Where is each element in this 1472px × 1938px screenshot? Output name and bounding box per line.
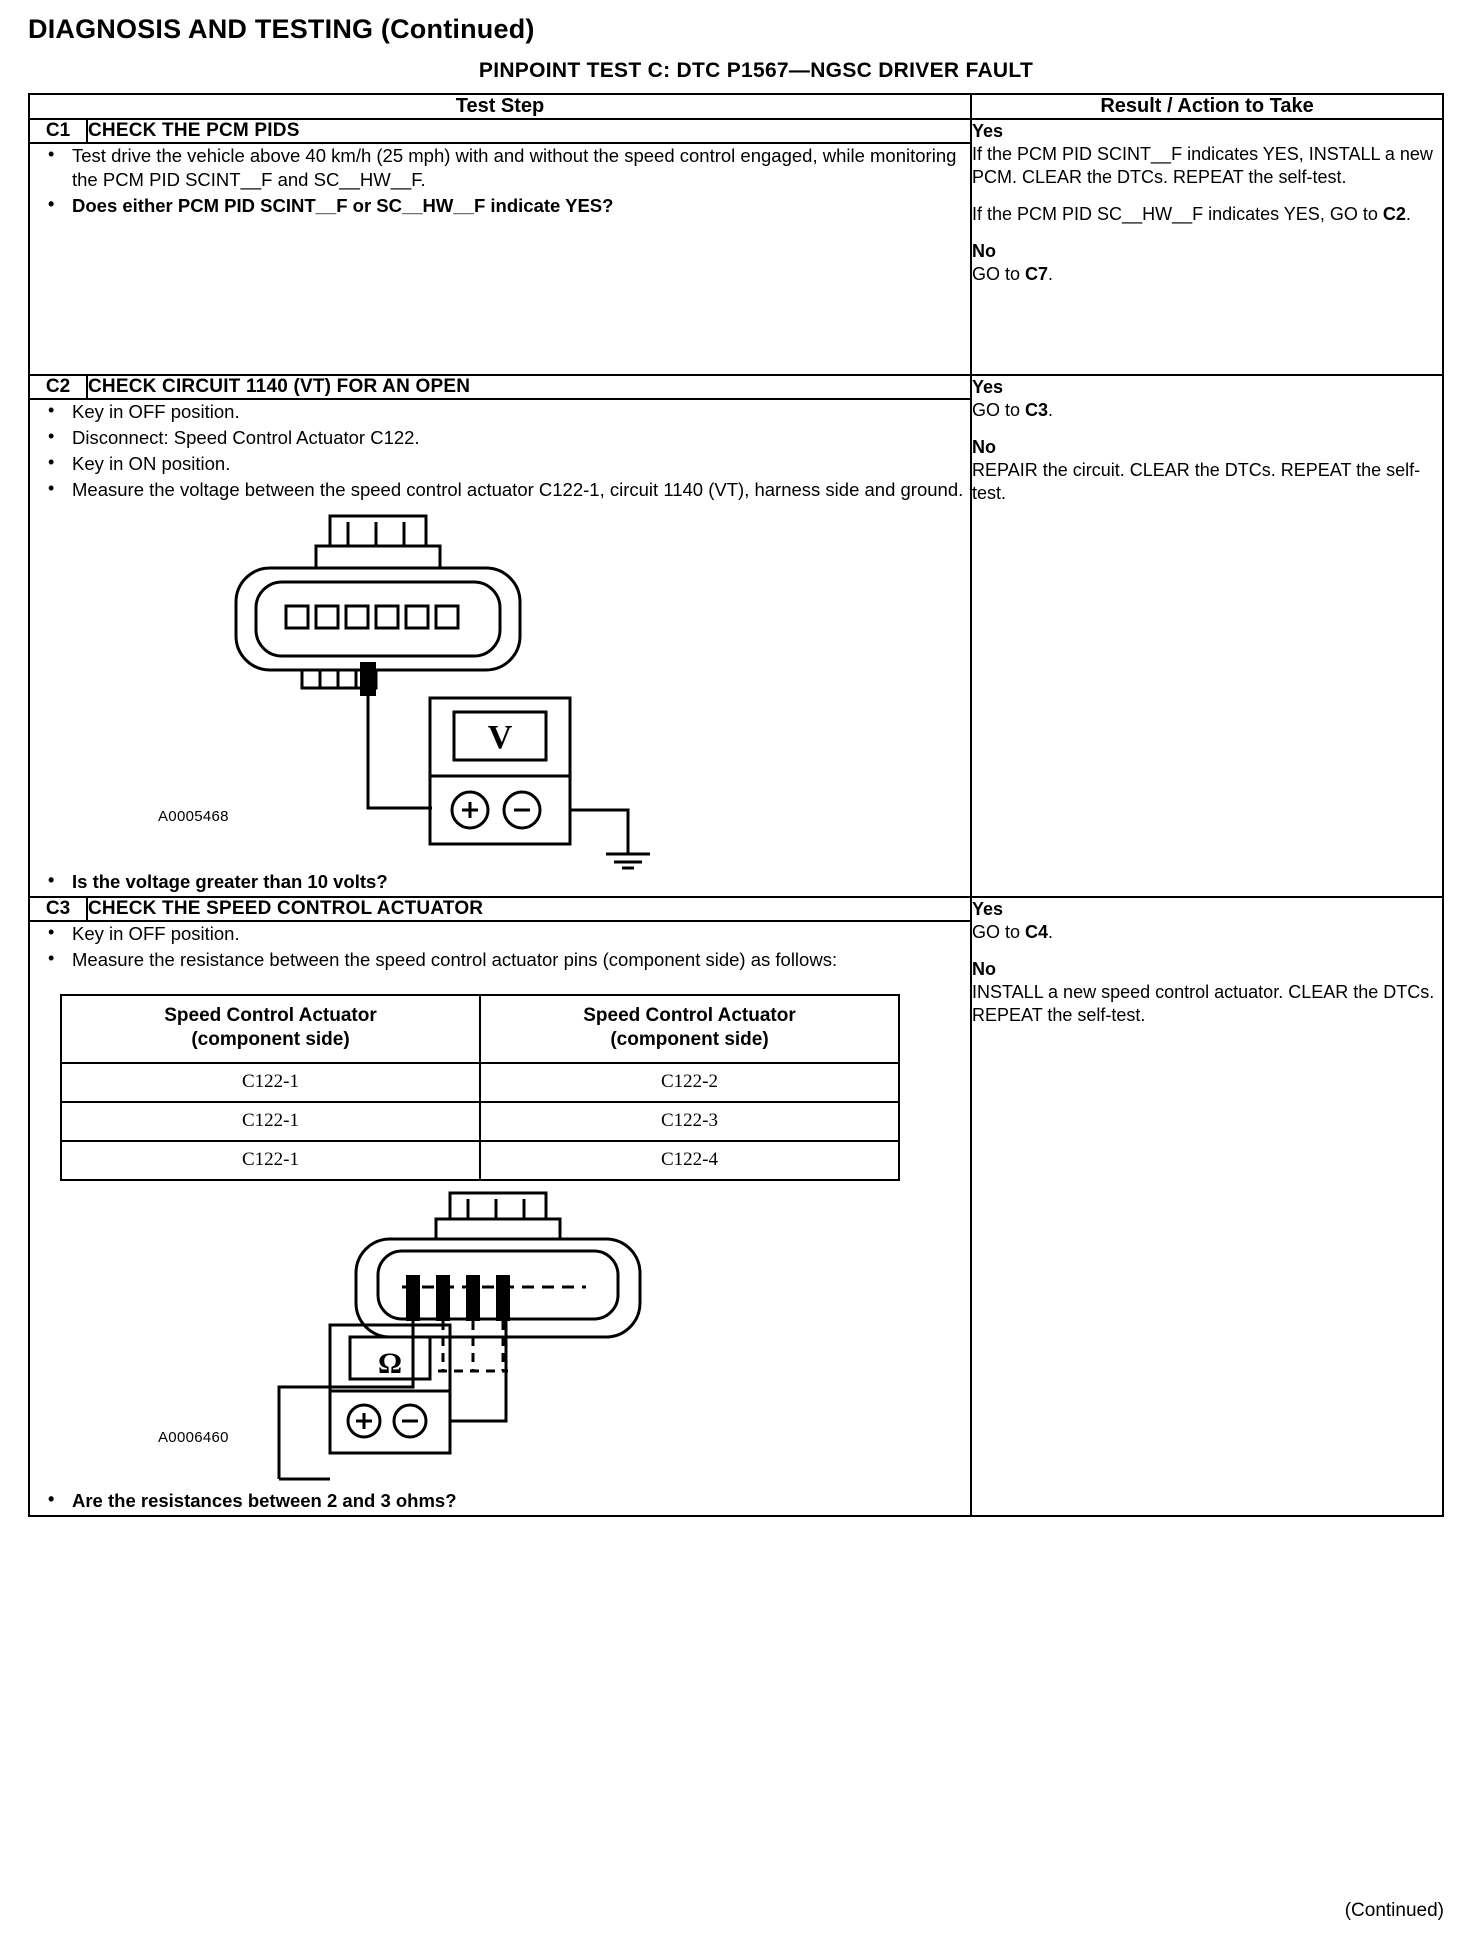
pin-cell: C122-1 bbox=[61, 1063, 480, 1102]
result-no-label-c3: No bbox=[972, 959, 997, 980]
sub-table-header-row bbox=[61, 995, 899, 1063]
document-page bbox=[0, 14, 1472, 1938]
figure-id-a0005468: A0005468 bbox=[158, 808, 229, 826]
result-cell-c1 bbox=[971, 119, 1443, 375]
result-no-label-c2: No bbox=[972, 437, 997, 458]
header-test-step: Test Step bbox=[29, 94, 971, 119]
step-bullets-c2 bbox=[30, 400, 970, 502]
question-text: • Are the resistances between 2 and 3 ohms? bbox=[30, 1489, 970, 1513]
pin-cell: C122-2 bbox=[480, 1063, 899, 1102]
result-no-text-c3: INSTALL a new speed control actuator. CLEAR the DTCs. REPEAT the self-test. bbox=[972, 982, 1435, 1026]
sub-header-left: Speed Control Actuator (component side) bbox=[61, 995, 480, 1063]
bullet-item: • Measure the resistance between the speed control actuator pins (component side) as follows: bbox=[30, 948, 970, 972]
result-cell-c3 bbox=[971, 897, 1443, 1516]
result-link-c7: C7 bbox=[1025, 264, 1049, 285]
resistance-test-figure bbox=[30, 1189, 970, 1489]
step-id-c3: C3 bbox=[29, 897, 87, 921]
meter-symbol-ohm: Ω bbox=[377, 1346, 403, 1380]
table-row bbox=[61, 1063, 899, 1102]
result-link-c2: C2 bbox=[1382, 204, 1406, 225]
result-yes-label-c1: Yes bbox=[972, 121, 1004, 141]
result-no-label-c1: No bbox=[972, 241, 997, 262]
meter-symbol-voltage: V bbox=[487, 719, 513, 757]
step-body-c1 bbox=[29, 143, 971, 375]
bullet-item: • Does either PCM PID SCINT__F or SC__HW__F indicate YES? bbox=[30, 194, 970, 218]
pinpoint-test-title: PINPOINT TEST C: DTC P1567—NGSC DRIVER FAULT bbox=[478, 59, 1034, 82]
pinpoint-test-table bbox=[28, 93, 1444, 1517]
bullet-item: • Key in OFF position. bbox=[30, 400, 970, 424]
footer-continued: (Continued) bbox=[1344, 1900, 1444, 1921]
table-row bbox=[61, 1141, 899, 1180]
result-yes-text-c3: GO to C4. bbox=[972, 922, 1054, 943]
result-yes-label-c2: Yes bbox=[972, 377, 1004, 397]
step-body-c2 bbox=[29, 399, 971, 897]
step-id-c2: C2 bbox=[29, 375, 87, 399]
header-result-action: Result / Action to Take bbox=[971, 94, 1443, 119]
page-title: DIAGNOSIS AND TESTING (Continued) bbox=[28, 14, 535, 44]
bullet-item: • Key in ON position. bbox=[30, 452, 970, 476]
question-text: • Is the voltage greater than 10 volts? bbox=[30, 870, 970, 894]
result-no-text-c1: GO to C7. bbox=[972, 264, 1054, 285]
voltage-test-figure bbox=[30, 510, 970, 870]
bullet-item: • Key in OFF position. bbox=[30, 922, 970, 946]
step-heading-row-c3 bbox=[29, 897, 1443, 921]
bullet-item: • Disconnect: Speed Control Actuator C122. bbox=[30, 426, 970, 450]
result-link-c3: C3 bbox=[1025, 400, 1049, 421]
step-heading-row-c2 bbox=[29, 375, 1443, 399]
step-heading-c2: CHECK CIRCUIT 1140 (VT) FOR AN OPEN bbox=[87, 375, 971, 399]
figure-id-a0006460: A0006460 bbox=[158, 1428, 229, 1446]
step-id-c1: C1 bbox=[29, 119, 87, 143]
step-bullets-c1 bbox=[30, 144, 970, 218]
pin-cell: C122-1 bbox=[61, 1102, 480, 1141]
step-question-c2 bbox=[30, 870, 970, 894]
pin-cell: C122-4 bbox=[480, 1141, 899, 1180]
sub-header-right: Speed Control Actuator (component side) bbox=[480, 995, 899, 1063]
step-heading-c1: CHECK THE PCM PIDS bbox=[87, 119, 971, 143]
table-row bbox=[61, 1102, 899, 1141]
result-link-c4: C4 bbox=[1025, 922, 1049, 943]
result-cell-c2 bbox=[971, 375, 1443, 897]
bullet-item: • Test drive the vehicle above 40 km/h (25 mph) with and without the speed control engaged, while monitoring the PCM PID SCINT__F and SC__HW__F. bbox=[30, 144, 970, 192]
pin-cell: C122-3 bbox=[480, 1102, 899, 1141]
step-question-c3 bbox=[30, 1489, 970, 1513]
step-heading-row-c1 bbox=[29, 119, 1443, 143]
pin-cell: C122-1 bbox=[61, 1141, 480, 1180]
result-no-text-c2: REPAIR the circuit. CLEAR the DTCs. REPEAT the self-test. bbox=[972, 460, 1421, 504]
result-yes-text-c2: GO to C3. bbox=[972, 400, 1054, 421]
step-bullets-c3 bbox=[30, 922, 970, 972]
resistance-pin-table bbox=[60, 994, 900, 1181]
result-yes-label-c3: Yes bbox=[972, 899, 1004, 920]
result-yes-text-1-c1: If the PCM PID SCINT__F indicates YES, INSTALL a new PCM. CLEAR the DTCs. REPEAT the self-test. bbox=[972, 144, 1433, 188]
table-header-row bbox=[29, 94, 1443, 119]
bullet-item: • Measure the voltage between the speed control actuator C122-1, circuit 1140 (VT), harness side and ground. bbox=[30, 478, 970, 502]
step-heading-c3: CHECK THE SPEED CONTROL ACTUATOR bbox=[87, 897, 971, 921]
step-body-c3 bbox=[29, 921, 971, 1516]
result-yes-text-2-c1: If the PCM PID SC__HW__F indicates YES, GO to C2. bbox=[972, 204, 1411, 225]
